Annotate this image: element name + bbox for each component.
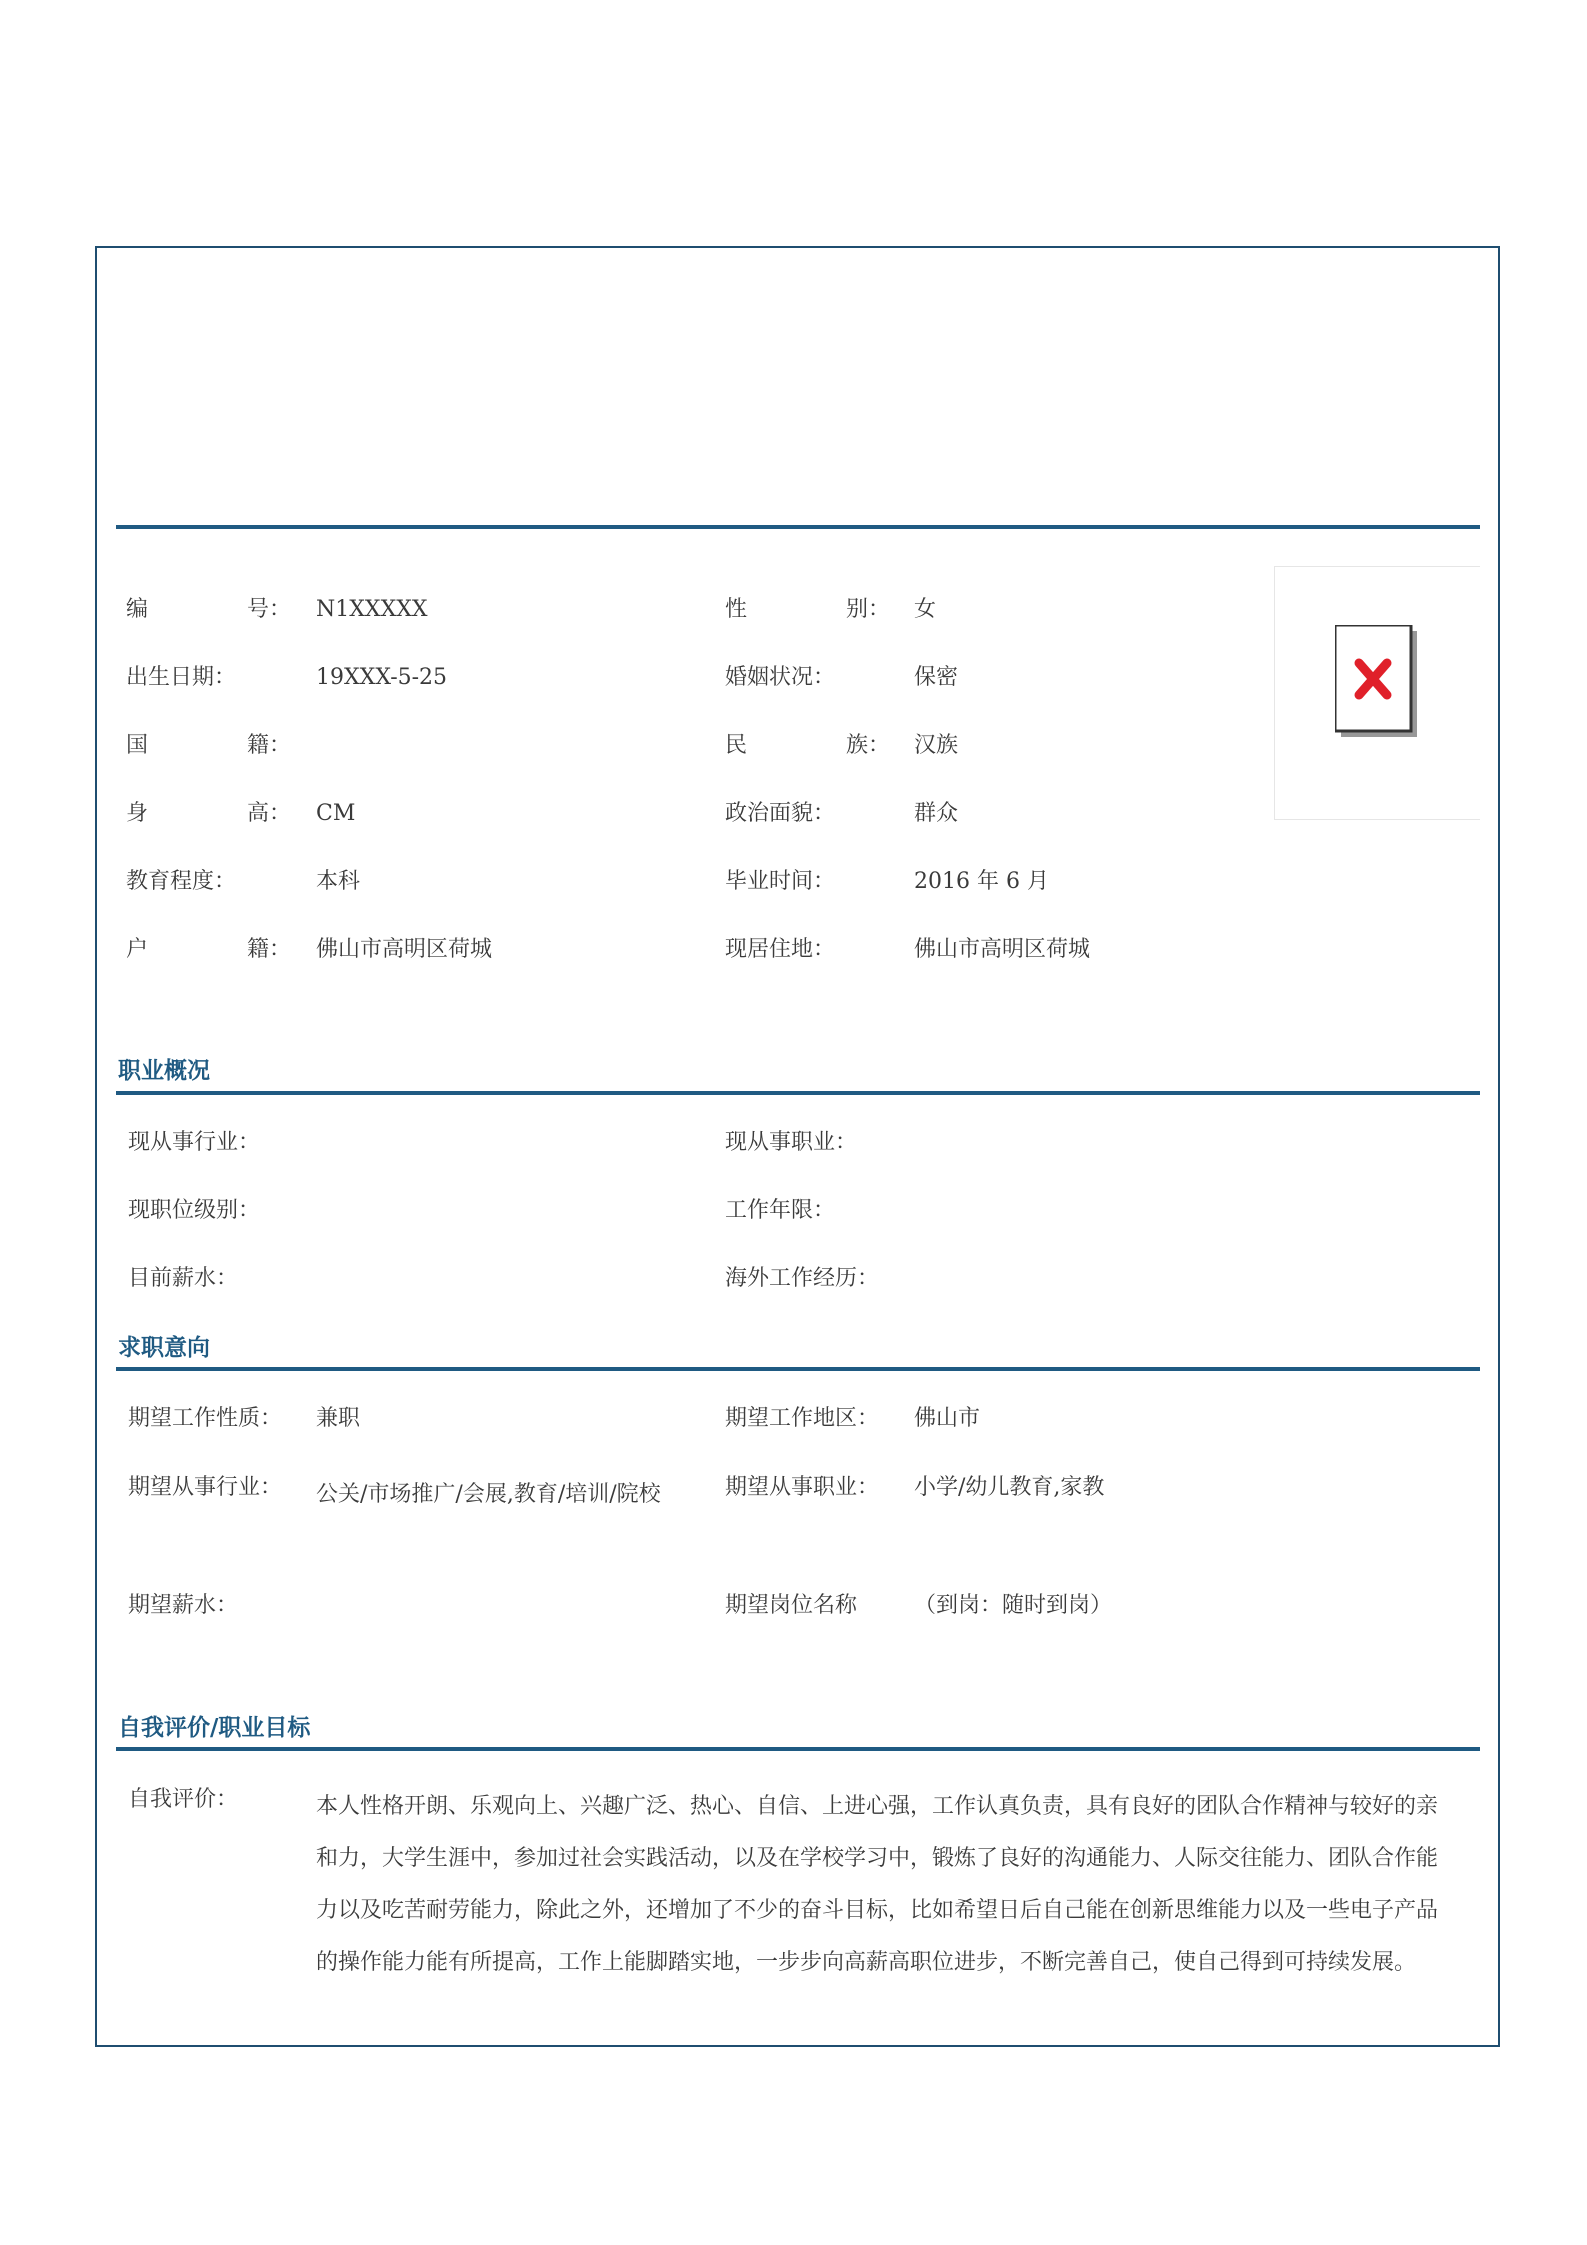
height-value: CM	[316, 801, 356, 826]
height-label: 身 高：	[126, 801, 292, 826]
work-years-label: 工作年限：	[725, 1198, 836, 1223]
ethnic-value: 汉族	[914, 733, 959, 758]
education-label: 教育程度：	[126, 869, 237, 894]
expected-area-label: 期望工作地区：	[725, 1406, 880, 1431]
expected-area-value: 佛山市	[914, 1406, 981, 1431]
intent-section-title: 求职意向	[118, 1334, 210, 1361]
expected-industry-value: 公关/市场推广/会展,教育/培训/院校	[316, 1482, 661, 1507]
nationality-label: 国 籍：	[126, 733, 292, 758]
current-position-label: 现从事职业：	[725, 1130, 858, 1155]
education-value: 本科	[316, 869, 361, 894]
self-eval-label: 自我评价：	[128, 1787, 239, 1812]
expected-nature-label: 期望工作性质：	[128, 1406, 283, 1431]
expected-occupation-label: 期望从事职业：	[725, 1475, 880, 1500]
expected-industry-label: 期望从事行业：	[128, 1475, 283, 1500]
position-level-label: 现职位级别：	[128, 1198, 261, 1223]
overseas-experience-label: 海外工作经历：	[725, 1266, 880, 1291]
intent-divider	[116, 1367, 1480, 1371]
political-label: 政治面貌：	[725, 801, 836, 826]
self-eval-text: 本人性格开朗、乐观向上、兴趣广泛、热心、自信、上进心强，工作认真负责，具有良好的团队合作精神与较好的亲和力，大学生涯中，参加过社会实践活动，以及在学校学习中，锻炼了良好的沟通能力、人际交往能力、团队合作能力以及吃苦耐劳能力，除此之外，还增加了不少的奋斗目标，比如希望日后自己能在创新思维能力以及一些电子产品的操作能力能有所提高，工作上能脚踏实地，一步步向高薪高职位进步，不断完善自己，使自己得到可持续发展。	[316, 1794, 1439, 1975]
graduation-label: 毕业时间：	[725, 869, 836, 894]
expected-salary-label: 期望薪水：	[128, 1593, 239, 1618]
expected-post-label: 期望岗位名称	[725, 1593, 858, 1618]
residence-value: 佛山市高明区荷城	[914, 937, 1091, 962]
current-industry-label: 现从事行业：	[128, 1130, 261, 1155]
id-value: N1XXXXX	[316, 597, 428, 622]
broken-image-icon	[1335, 625, 1417, 737]
ethnic-label: 民 族：	[725, 733, 891, 758]
self-eval-section-title: 自我评价/职业目标	[118, 1714, 311, 1741]
expected-post-value: （到岗：随时到岗）	[914, 1593, 1113, 1618]
id-label: 编 号：	[126, 597, 292, 622]
expected-nature-value: 兼职	[316, 1406, 361, 1431]
marital-value: 保密	[914, 665, 959, 690]
career-divider	[116, 1091, 1480, 1095]
hukou-value: 佛山市高明区荷城	[316, 937, 493, 962]
marital-label: 婚姻状况：	[725, 665, 836, 690]
graduation-value: 2016 年 6 月	[914, 869, 1049, 894]
current-salary-label: 目前薪水：	[128, 1266, 239, 1291]
gender-value: 女	[914, 597, 937, 622]
profile-photo	[1274, 566, 1480, 820]
residence-label: 现居住地：	[725, 937, 836, 962]
self-eval-divider	[116, 1747, 1480, 1751]
hukou-label: 户 籍：	[126, 937, 292, 962]
gender-label: 性 别：	[725, 597, 891, 622]
birth-value: 19XXX-5-25	[316, 665, 448, 690]
political-value: 群众	[914, 801, 959, 826]
header-divider	[116, 525, 1480, 529]
career-section-title: 职业概况	[118, 1057, 210, 1084]
expected-occupation-value: 小学/幼儿教育,家教	[914, 1475, 1105, 1500]
birth-label: 出生日期：	[126, 665, 237, 690]
